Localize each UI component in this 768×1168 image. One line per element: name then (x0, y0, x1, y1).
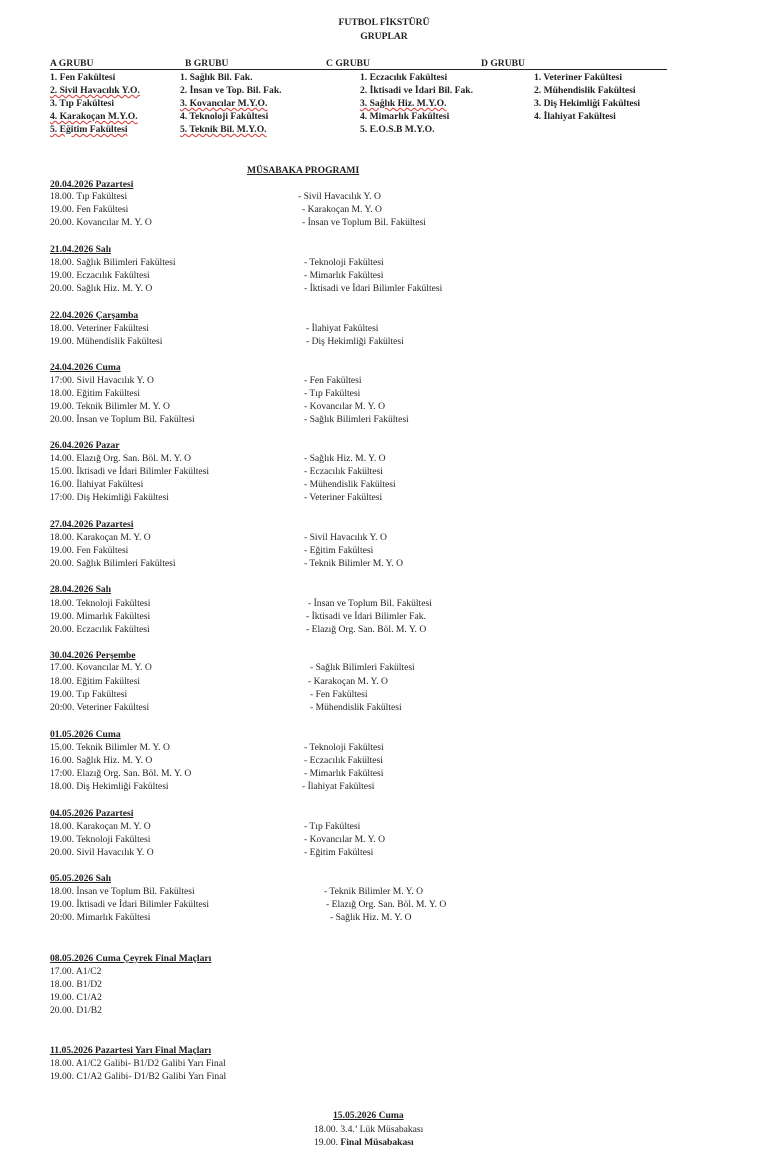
match-away: - Fen Fakültesi (310, 689, 368, 700)
match-away: - Karakoçan M. Y. O (302, 204, 382, 215)
match-away: - Kovancılar M. Y. O (304, 401, 385, 412)
final-header: 15.05.2026 Cuma (333, 1110, 404, 1121)
day-header: 27.04.2026 Pazartesi (50, 519, 134, 530)
day-header: 20.04.2026 Pazartesi (50, 179, 134, 190)
group-d-team: 4. İlahiyat Fakültesi (534, 111, 616, 122)
match-home: 19.00. Tıp Fakültesi (50, 689, 128, 700)
match-away: - Eczacılık Fakültesi (304, 755, 383, 766)
match-home: 18.00. Karakoçan M. Y. O (50, 821, 151, 832)
match-home: 19.00. Fen Fakültesi (50, 204, 129, 215)
match-away: - Tıp Fakültesi (304, 388, 361, 399)
semi-final-match: 18.00. A1/C2 Galibi- B1/D2 Galibi Yarı Final (50, 1058, 226, 1069)
match-home: 19.00. Mimarlık Fakültesi (50, 611, 151, 622)
match-home: 20.00. Eczacılık Fakültesi (50, 624, 150, 635)
group-d-header: D GRUBU (481, 58, 525, 69)
quarter-final-header: 08.05.2026 Cuma Çeyrek Final Maçları (50, 953, 212, 964)
match-away: - Fen Fakültesi (304, 375, 362, 386)
match-away: - Sağlık Bilimleri Fakültesi (304, 414, 409, 425)
third-place-match: 18.00. 3.4.’ Lük Müsabakası (314, 1124, 424, 1135)
match-away: - Eczacılık Fakültesi (304, 466, 383, 477)
match-away: - Sağlık Hiz. M. Y. O (330, 912, 412, 923)
quarter-final-match: 18.00. B1/D2 (50, 979, 102, 990)
match-home: 15.00. İktisadi ve İdari Bilimler Fakültesi (50, 466, 210, 477)
quarter-final-match: 19.00. C1/A2 (50, 992, 102, 1003)
match-away: - Teknoloji Fakültesi (304, 742, 384, 753)
match-home: 20.00. Sağlık Bilimleri Fakültesi (50, 558, 176, 569)
match-away: - Eğitim Fakültesi (304, 545, 374, 556)
match-home: 18.00. Tıp Fakültesi (50, 191, 128, 202)
group-a-team: 2. Sivil Havacılık Y.O. (50, 85, 140, 96)
match-away: - Mühendislik Fakültesi (304, 479, 396, 490)
match-away: - Teknoloji Fakültesi (304, 257, 384, 268)
match-home: 20.00. Sağlık Hiz. M. Y. O (50, 283, 153, 294)
match-away: - İktisadi ve İdari Bilimler Fakültesi (304, 283, 443, 294)
day-header: 30.04.2026 Perşembe (50, 650, 136, 661)
group-b-team: 3. Kovancılar M.Y.O. (180, 98, 268, 109)
group-a-team: 1. Fen Fakültesi (50, 72, 116, 83)
match-away: - Eğitim Fakültesi (304, 847, 374, 858)
day-header: 21.04.2026 Salı (50, 244, 112, 255)
group-c-team: 1. Eczacılık Fakültesi (360, 72, 448, 83)
group-d-team: 2. Mühendislik Fakültesi (534, 85, 636, 96)
match-home: 19.00. Teknik Bilimler M. Y. O (50, 401, 170, 412)
day-header: 28.04.2026 Salı (50, 584, 112, 595)
match-away: - Diş Hekimliği Fakültesi (306, 336, 404, 347)
group-a-team: 4. Karakoçan M.Y.O. (50, 111, 138, 122)
match-away: - İlahiyat Fakültesi (306, 323, 379, 334)
match-away: - Elazığ Org. San. Böl. M. Y. O (326, 899, 447, 910)
match-home: 18.00. Sağlık Bilimleri Fakültesi (50, 257, 176, 268)
document-subtitle: GRUPLAR (360, 31, 408, 42)
day-header: 04.05.2026 Pazartesi (50, 808, 134, 819)
match-home: 20:00. Veteriner Fakültesi (50, 702, 150, 713)
match-away: - Kovancılar M. Y. O (304, 834, 385, 845)
group-b-header: B GRUBU (185, 58, 229, 69)
match-home: 18.00. Eğitim Fakültesi (50, 388, 141, 399)
document-title: FUTBOL FİKSTÜRÜ (338, 17, 430, 28)
group-d-team: 1. Veteriner Fakültesi (534, 72, 623, 83)
match-home: 19.00. Fen Fakültesi (50, 545, 129, 556)
final-label: Final Müsabakası (340, 1137, 414, 1148)
group-c-team: 3. Sağlık Hiz. M.Y.O. (360, 98, 447, 109)
match-home: 19.00. Teknoloji Fakültesi (50, 834, 151, 845)
match-away: - Sağlık Hiz. M. Y. O (304, 453, 386, 464)
group-c-header: C GRUBU (326, 58, 370, 69)
match-away: - Mühendislik Fakültesi (310, 702, 402, 713)
program-title: MÜSABAKA PROGRAMI (247, 165, 360, 176)
match-home: 17.00. Kovancılar M. Y. O (50, 662, 152, 673)
match-home: 19.00. Mühendislik Fakültesi (50, 336, 163, 347)
group-c-team: 4. Mimarlık Fakültesi (360, 111, 450, 122)
match-home: 17:00. Diş Hekimliği Fakültesi (50, 492, 169, 503)
groups-divider (50, 69, 667, 70)
match-home: 20.00. Sivil Havacılık Y. O (50, 847, 154, 858)
group-c-team: 2. İktisadi ve İdari Bil. Fak. (360, 85, 474, 96)
match-away: - Teknik Bilimler M. Y. O (324, 886, 424, 897)
match-away: - Veteriner Fakültesi (304, 492, 383, 503)
match-away: - Mimarlık Fakültesi (304, 768, 384, 779)
match-away: - İktisadi ve İdari Bilimler Fak. (306, 611, 426, 622)
match-away: - Mimarlık Fakültesi (304, 270, 384, 281)
match-away: - Sivil Havacılık Y. O (298, 191, 381, 202)
match-home: 18.00. Eğitim Fakültesi (50, 676, 141, 687)
match-home: 15.00. Teknik Bilimler M. Y. O (50, 742, 170, 753)
match-away: - Karakoçan M. Y. O (308, 676, 388, 687)
match-away: - İnsan ve Toplum Bil. Fakültesi (302, 217, 426, 228)
group-a-team: 3. Tıp Fakültesi (50, 98, 115, 109)
quarter-final-match: 17.00. A1/C2 (50, 966, 102, 977)
final-match (314, 1136, 414, 1149)
day-header: 24.04.2026 Cuma (50, 362, 121, 373)
group-d-team: 3. Diş Hekimliği Fakültesi (534, 98, 641, 109)
match-home: 18.00. Teknoloji Fakültesi (50, 598, 151, 609)
match-home: 18.00. İnsan ve Toplum Bil. Fakültesi (50, 886, 195, 897)
match-home: 16.00. Sağlık Hiz. M. Y. O (50, 755, 153, 766)
match-home: 20.00. Kovancılar M. Y. O (50, 217, 152, 228)
match-home: 16.00. İlahiyat Fakültesi (50, 479, 144, 490)
group-b-team: 1. Sağlık Bil. Fak. (180, 72, 253, 83)
match-away: - İlahiyat Fakültesi (302, 781, 375, 792)
group-b-team: 2. İnsan ve Top. Bil. Fak. (180, 85, 282, 96)
quarter-final-match: 20.00. D1/B2 (50, 1005, 102, 1016)
match-home: 20:00. Mimarlık Fakültesi (50, 912, 151, 923)
final-time: 19.00. (314, 1137, 338, 1148)
semi-final-match: 19.00. C1/A2 Galibi- D1/B2 Galibi Yarı Final (50, 1071, 227, 1082)
group-a-team: 5. Eğitim Fakültesi (50, 124, 128, 135)
match-away: - Sivil Havacılık Y. O (304, 532, 387, 543)
day-header: 01.05.2026 Cuma (50, 729, 121, 740)
match-home: 14.00. Elazığ Org. San. Böl. M. Y. O (50, 453, 192, 464)
match-away: - Tıp Fakültesi (304, 821, 361, 832)
match-away: - Teknik Bilimler M. Y. O (304, 558, 404, 569)
match-home: 18.00. Veteriner Fakültesi (50, 323, 149, 334)
match-home: 18.00. Diş Hekimliği Fakültesi (50, 781, 169, 792)
match-home: 17:00. Sivil Havacılık Y. O (50, 375, 154, 386)
match-away: - Elazığ Org. San. Böl. M. Y. O (306, 624, 427, 635)
day-header: 26.04.2026 Pazar (50, 440, 120, 451)
group-b-team: 4. Teknoloji Fakültesi (180, 111, 269, 122)
match-home: 18.00. Karakoçan M. Y. O (50, 532, 151, 543)
day-header: 05.05.2026 Salı (50, 873, 112, 884)
match-home: 20.00. İnsan ve Toplum Bil. Fakültesi (50, 414, 195, 425)
match-away: - İnsan ve Toplum Bil. Fakültesi (308, 598, 432, 609)
group-a-header: A GRUBU (50, 58, 94, 69)
match-home: 19.00. Eczacılık Fakültesi (50, 270, 150, 281)
day-header: 22.04.2026 Çarşamba (50, 310, 139, 321)
match-home: 19.00. İktisadi ve İdari Bilimler Fakültesi (50, 899, 210, 910)
semi-final-header: 11.05.2026 Pazartesi Yarı Final Maçları (50, 1045, 212, 1056)
match-away: - Sağlık Bilimleri Fakültesi (310, 662, 415, 673)
group-c-team: 5. E.O.S.B M.Y.O. (360, 124, 435, 135)
match-home: 17:00. Elazığ Org. San. Böl. M. Y. O (50, 768, 192, 779)
group-b-team: 5. Teknik Bil. M.Y.O. (180, 124, 267, 135)
